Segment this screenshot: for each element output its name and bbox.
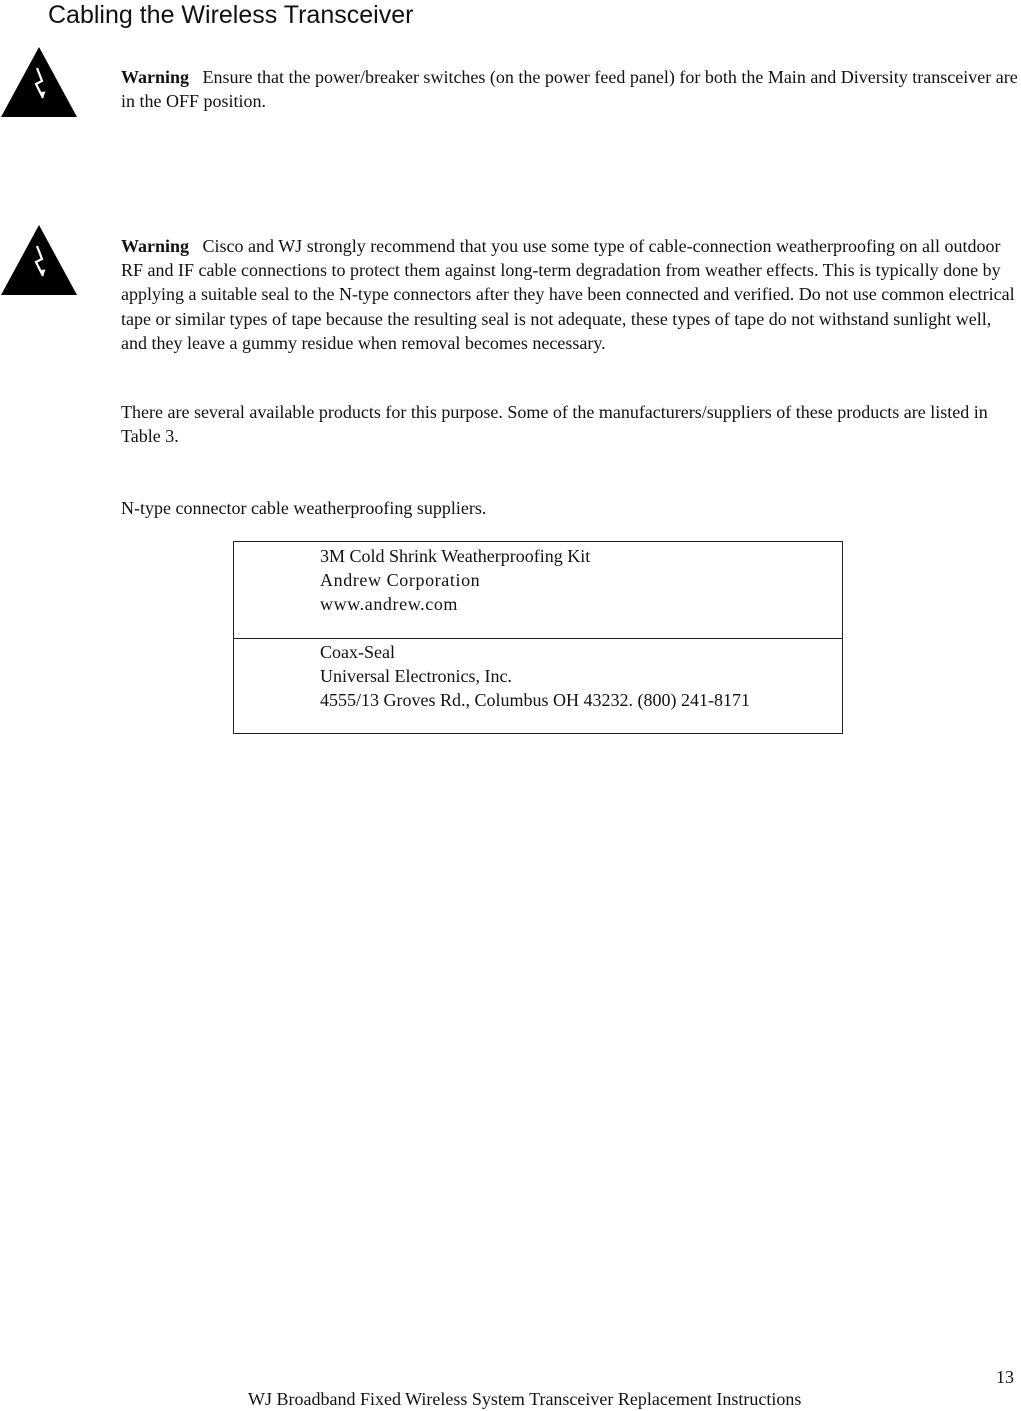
electrical-hazard-warning-icon xyxy=(0,224,78,296)
page-title: Cabling the Wireless Transceiver xyxy=(48,1,414,29)
page-number: 13 xyxy=(996,1367,1014,1387)
warning-2 xyxy=(121,234,1021,355)
supplier-product: 3M Cold Shrink Weatherproofing Kit xyxy=(320,546,591,566)
products-paragraph: There are several available products for this purpose. Some of the manufacturers/suppliers of these products are listed in Table 3. xyxy=(121,402,988,447)
electrical-hazard-warning-icon xyxy=(0,46,78,118)
warning-1 xyxy=(121,65,1021,113)
supplier-product: Coax-Seal xyxy=(320,642,395,662)
footer-document-title: WJ Broadband Fixed Wireless System Transceiver Replacement Instructions xyxy=(248,1389,802,1409)
supplier-company: Andrew Corporation xyxy=(320,570,481,591)
supplier-contact: 4555/13 Groves Rd., Columbus OH 43232. (800) 241-8171 xyxy=(320,690,750,711)
supplier-row xyxy=(234,544,842,639)
table-row-divider xyxy=(234,638,842,639)
warning-1-label: Warning xyxy=(121,67,190,87)
supplier-row xyxy=(234,640,842,732)
supplier-company: Universal Electronics, Inc. xyxy=(320,666,512,687)
warning-1-text: Ensure that the power/breaker switches (on the power feed panel) for both the Main and Diversity transceiver are in the OFF position. xyxy=(121,67,1018,112)
warning-2-text: Cisco and WJ strongly recommend that you use some type of cable-connection weatherproofing on all outdoor RF and IF cable connections to protect them against long-term degradation from weather effects. This is typically done by applying a suitable seal to the N-type connectors after they have been connected and verified. Do not use common electrical tape or similar types of tape because the resulting seal is not adequate, these types of tape do not withstand sunlight well, and they leave a gummy residue when removal becomes necessary. xyxy=(121,236,1015,353)
warning-2-label: Warning xyxy=(121,236,190,256)
supplier-contact: www.andrew.com xyxy=(320,594,459,615)
table-caption: N-type connector cable weatherproofing suppliers. xyxy=(121,498,487,518)
suppliers-table xyxy=(233,541,843,734)
